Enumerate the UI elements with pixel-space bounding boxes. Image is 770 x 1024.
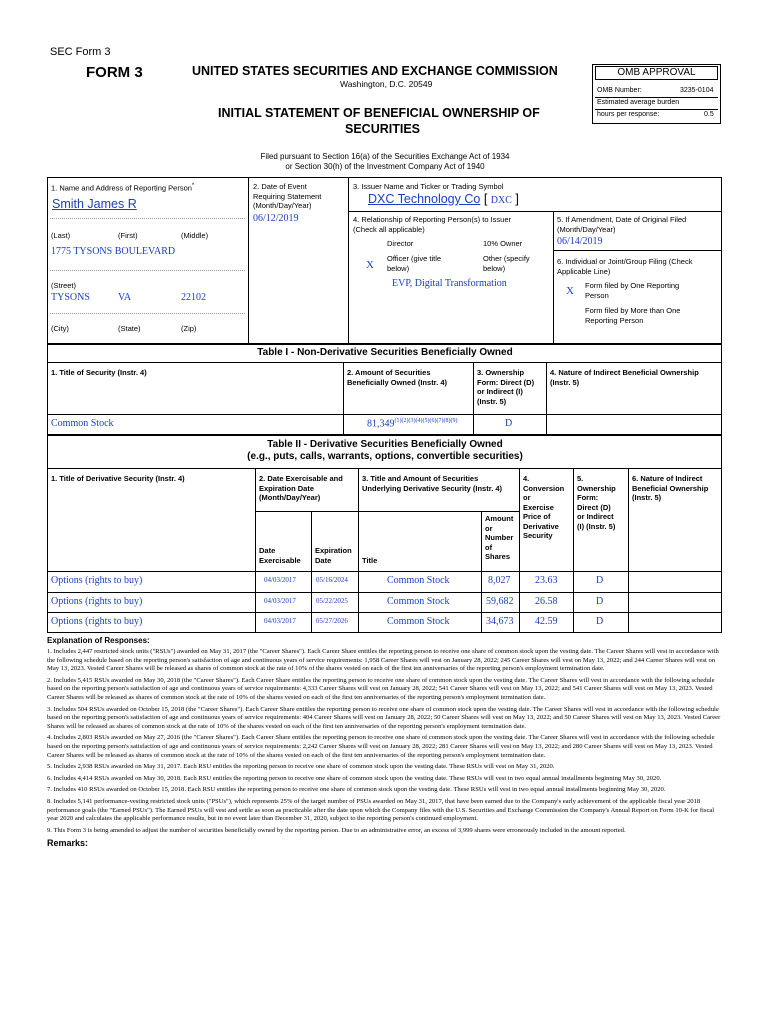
relationship-label: 4. Relationship of Reporting Person(s) to Issuer (Check all applicable) [353, 215, 511, 234]
form-title: FORM 3 [86, 64, 143, 81]
issuer-ticker: DXC [490, 195, 512, 206]
more-than-one-option: Form filed by More than One Reporting Person [585, 306, 681, 325]
table2-sub-amount: Amount or Number of Shares [485, 514, 514, 561]
officer-title-value: EVP, Digital Transformation [392, 278, 507, 289]
footnote: 2. Includes 5,415 RSUs awarded on May 30, 2018 (the "Career Shares"). Each Career Share entitles the reporting person to receive one share of common stock upon the vesting date. The Career Shares will vest in accordance with the following schedule based on the reporting person's satisfaction of age and continuous years of service requirements: 4,333 Career Shares will vest on January 28, 2022; 541 Career Shares will vest on May 13, 2022; and 541 Career Shares will vest on May 13, 2023. Vested Career Shares will be released as shares of common stock at the rate of 10% of the shares vested on each of the first ten anniversaries of the reporting person's employment termination date. [47, 676, 715, 701]
issuer-name-link[interactable]: DXC Technology Co [368, 192, 481, 206]
footnote: 8. Includes 5,141 performance-vesting restricted stock units ("PSUs"), which represents 25% of the target number of PSUs awarded on May 31, 2017, that have been earned due to the Company's early achievement of the applicable fiscal year 2018 performance goals (the "Earned PSUs"). The Earned PSUs will vest and settle as soon as practicable after the date upon which the Company files with the U.S. Securities and Exchange Commission the Company's Annual Report on Form 10-K for fiscal year 2020 and calculates the applicable performance results, but in no event later than December 31, 2020, subject to the reporting person's continued employment. [47, 797, 715, 823]
footnote: 6. Includes 4,414 RSUs awarded on May 30, 2018. Each RSU entitles the reporting person to receive one share of common stock upon the vesting date. These RSUs will vest in two equal annual installments beginning May 30, 2020. [47, 774, 662, 782]
remarks-heading: Remarks: [47, 838, 89, 849]
statement-title-line1: INITIAL STATEMENT OF BENEFICIAL OWNERSHIP OF [218, 106, 540, 120]
table1-col-title: 1. Title of Security (Instr. 4) [51, 368, 147, 377]
table1-row-footnote-refs[interactable]: (1)(2)(3)(4)(5)(6)(7)(8)(9) [394, 418, 458, 424]
omb-hours-label: hours per response: [597, 111, 660, 118]
reporting-person-name[interactable]: Smith James R [52, 197, 137, 211]
event-date-value: 06/12/2019 [253, 213, 299, 224]
last-name-label: (Last) [51, 231, 71, 240]
other-option: Other (specify below) [483, 254, 530, 273]
table2-col-nature: 6. Nature of Indirect Beneficial Ownership (Instr. 5) [632, 474, 709, 502]
omb-burden-label: Estimated average burden [597, 99, 680, 106]
table2-col-ownership: 5. Ownership Form: Direct (D) or Indirect (I) (Instr. 5) [577, 474, 616, 531]
filing-type-label: 6. Individual or Joint/Group Filing (Check Applicable Line) [557, 257, 693, 276]
omb-hours-value: 0.5 [704, 111, 714, 118]
table1-col-ownership: 3. Ownership Form: Direct (D) or Indirect (I) (Instr. 5) [477, 368, 535, 406]
table2-title: Table II - Derivative Securities Beneficially Owned (e.g., puts, calls, warrants, options, convertible securities) [247, 439, 523, 462]
footnote: 3. Includes 504 RSUs awarded on October 15, 2018 (the "Career Shares"). Each Career Share entitles the reporting person to receive one share of common stock upon the vesting date. The Career Shares will vest in accordance with the following schedule based on the reporting person's satisfaction of age and continuous years of service requirements: 404 Career Shares will vest on January 28, 2022; 50 Career Shares will vest on May 13, 2022; and 50 Career Shares will vest on May 13, 2023. Vested Career Shares will be released as shares of common stock at the rate of 10% of the shares vested on each of the first ten anniversaries of the reporting person's employment termination date. [47, 705, 721, 730]
first-name-label: (First) [118, 231, 138, 240]
state-label: (State) [118, 324, 141, 333]
one-person-checkmark[interactable]: X [566, 285, 574, 297]
agency-title: UNITED STATES SECURITIES AND EXCHANGE COMMISSION [192, 64, 558, 78]
issuer-label: 3. Issuer Name and Ticker or Trading Symbol [353, 182, 504, 191]
statement-title-line2: SECURITIES [345, 122, 421, 136]
omb-title: OMB APPROVAL [595, 66, 718, 80]
table2-col-underlying: 3. Title and Amount of Securities Underlying Derivative Security (Instr. 4) [362, 474, 503, 493]
table1-title: Table I - Non-Derivative Securities Beneficially Owned [257, 347, 513, 358]
street-address-value: 1775 TYSONS BOULEVARD [51, 246, 176, 257]
agency-location: Washington, D.C. 20549 [340, 79, 433, 89]
amendment-date-value: 06/14/2019 [557, 236, 603, 247]
officer-option: Officer (give title below) [387, 254, 442, 273]
filed-pursuant-line2: or Section 30(h) of the Investment Company Act of 1940 [285, 162, 485, 171]
officer-checkmark[interactable]: X [366, 259, 374, 271]
table1-col-nature: 4. Nature of Indirect Beneficial Ownership (Instr. 5) [550, 368, 699, 387]
footnote: 9. This Form 3 is being amended to adjust the number of securities beneficially owned by the reporting person. Due to an administrative error, an excess of 3,999 shares were erroneously included in the amount reported. [47, 826, 626, 834]
state-value: VA [118, 292, 132, 303]
zip-label: (Zip) [181, 324, 197, 333]
city-value: TYSONS [51, 292, 90, 303]
street-label: (Street) [51, 281, 77, 290]
one-person-option: Form filed by One Reporting Person [585, 281, 680, 300]
footnote: 4. Includes 2,803 RSUs awarded on May 27, 2016 (the "Career Shares"). Each Career Share entitles the reporting person to receive one share of common stock upon the vesting date. The Career Shares will vest in accordance with the following schedule based on the reporting person's satisfaction of age and continuous years of service requirements: 2,242 Career Shares will vest on January 28, 2022; 281 Career Shares will vest on May 13, 2022; and 280 Career Shares will vest on May 13, 2023. Vested Career Shares will be released as shares of common stock at the rate of 10% of the shares vested on each of the first ten anniversaries of the reporting person's employment termination date. [47, 734, 715, 759]
event-date-label: 2. Date of Event Requiring Statement (Month/Day/Year) [253, 182, 322, 210]
city-label: (City) [51, 324, 69, 333]
middle-name-label: (Middle) [181, 231, 209, 240]
table2-sub-expiration: Expiration Date [315, 546, 352, 565]
table2-sub-date-exercisable: Date Exercisable [259, 546, 301, 565]
footnote: 1. Includes 2,447 restricted stock units ("RSUs") awarded on May 31, 2017 (the "Career Shares"). Each Career Share entitles the reporting person to receive one share of common stock upon the vesting date. The Career Shares will vest in accordance with the following schedule based on the reporting person's satisfaction of age and continuous years of service requirements: 1,958 Career Shares will vest on January 28, 2022; 245 Career Shares will vest on May 13, 2022; and 244 Career Shares will vest on May 13, 2023. Vested Career Shares will be released as shares of common stock at the rate of 10% of the shares vested on each of the first ten anniversaries of the reporting person's employment termination date. [47, 648, 719, 673]
filed-pursuant-line1: Filed pursuant to Section 16(a) of the Securities Exchange Act of 1934 [260, 152, 510, 161]
omb-number-value: 3235-0104 [680, 87, 714, 94]
reporting-person-label: 1. Name and Address of Reporting Person* [51, 183, 195, 193]
table1-row-title: Common Stock [51, 418, 114, 429]
ten-percent-owner-option[interactable]: 10% Owner [483, 239, 523, 248]
issuer-name-line: DXC Technology Co [ DXC ] [368, 192, 519, 206]
table1-col-amount: 2. Amount of Securities Beneficially Owned (Instr. 4) [347, 368, 448, 387]
footnotes-list [47, 648, 722, 848]
table2-col-price: 4. Conversion or Exercise Price of Derivative Security [523, 474, 565, 540]
omb-number-label: OMB Number: [597, 87, 642, 94]
explanation-heading: Explanation of Responses: [47, 636, 150, 645]
director-option[interactable]: Director [387, 239, 414, 248]
table2-col-dates: 2. Date Exercisable and Expiration Date (Month/Day/Year) [259, 474, 343, 502]
footnote: 7. Includes 410 RSUs awarded on October 15, 2018. Each RSU entitles the reporting person to receive one share of common stock upon the vesting date. These RSUs will vest in two equal annual installments beginning May 30, 2020. [47, 786, 666, 794]
amendment-label: 5. If Amendment, Date of Original Filed (Month/Day/Year) [557, 215, 687, 234]
table-derivative [47, 435, 722, 633]
table2-col-title: 1. Title of Derivative Security (Instr. 4) [51, 474, 185, 483]
sec-form-label: SEC Form 3 [50, 46, 111, 58]
table1-row-amount: $81,349^{(1)(2)(3)(4)(5)(6)(7)(8)(9)}$ [367, 418, 458, 430]
table2-sub-title: Title [362, 556, 378, 565]
footnote: 5. Includes 2,938 RSUs awarded on May 31, 2017. Each RSU entitles the reporting person to receive one share of common stock upon the vesting date. These RSUs will vest on May 31, 2020. [47, 763, 555, 771]
table1-row-form: D [505, 418, 513, 429]
zip-value: 22102 [181, 292, 206, 303]
